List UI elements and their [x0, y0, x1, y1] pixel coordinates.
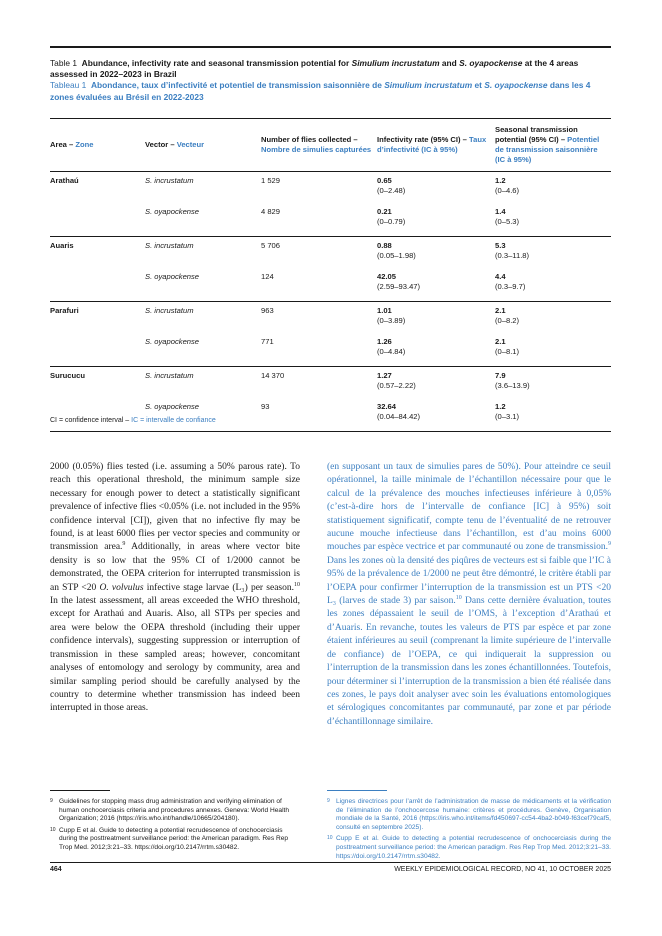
table-caption-fr — [50, 80, 611, 102]
caption-text: Abundance, infectivity rate and seasonal transmission potential for — [81, 58, 352, 68]
cell-rate — [377, 302, 495, 334]
body-text-segment: infective stage larvae (L₃) per season. — [143, 582, 294, 593]
table-caption-en — [50, 58, 611, 80]
stp-value: 2.1 — [495, 306, 506, 315]
stp-value: 1.2 — [495, 176, 506, 185]
footnote-number: 10 — [50, 826, 56, 833]
table-caption — [50, 58, 611, 103]
cell-rate — [377, 268, 495, 302]
footnote — [50, 798, 302, 824]
top-rule — [50, 46, 611, 48]
table-header-row — [50, 119, 611, 172]
cell-flies: 93 — [261, 398, 377, 432]
stp-value: 1.4 — [495, 207, 506, 216]
rate-value: 42.05 — [377, 272, 397, 281]
data-table — [50, 118, 611, 432]
cell-area: Parafuri — [50, 306, 79, 315]
rate-ci: (0.57–2.22) — [377, 381, 416, 390]
cell-vector: S. incrustatum — [145, 371, 194, 380]
footnote-rule-fr — [327, 790, 387, 791]
table-row — [50, 203, 611, 237]
running-footer: WEEKLY EPIDEMIOLOGICAL RECORD, NO 41, 10 OCTOBER 2025 — [394, 866, 611, 873]
header-en: Infectivity rate (95% CI) – — [377, 135, 467, 144]
footnote-number: 10 — [327, 835, 333, 842]
cell-flies: 4 829 — [261, 203, 377, 237]
body-text-fr — [327, 461, 611, 729]
cell-stp — [495, 203, 611, 237]
footnote-ref: 9 — [608, 541, 611, 548]
cell-stp — [495, 367, 611, 399]
table-note-fr: IC = intervalle de confiance — [131, 417, 216, 424]
footnotes-fr — [327, 798, 611, 864]
rate-ci: (0.05–1.98) — [377, 251, 416, 260]
footnote-text: Cupp E et al. Guide to detecting a potential recrudescence of onchocerciasis during the posttreatment surveillance period: the American paradigm. Res Rep Trop Med. 2012;3:21–33. https://doi.org/10.2147/rrtm.s30482. — [336, 835, 611, 860]
cell-vector: S. incrustatum — [145, 176, 194, 185]
header-en: Number of flies collected – — [261, 135, 358, 144]
table-row — [50, 302, 611, 334]
cell-vector: S. oyapockense — [145, 268, 261, 302]
cell-vector: S. incrustatum — [145, 241, 194, 250]
caption-text: and — [439, 58, 460, 68]
caption-text: et — [472, 80, 485, 91]
stp-ci: (0.3–11.8) — [495, 251, 530, 260]
stp-value: 7.9 — [495, 371, 506, 380]
cell-stp — [495, 237, 611, 269]
cell-flies: 5 706 — [261, 241, 281, 250]
stp-ci: (3.6–13.9) — [495, 381, 530, 390]
table-row — [50, 172, 611, 204]
rate-value: 0.88 — [377, 241, 392, 250]
table-label-fr: Tableau 1 — [50, 80, 87, 91]
stp-ci: (0.3–9.7) — [495, 282, 526, 291]
caption-text: dans les 4 zones évaluées au Brésil en 2022-2023 — [50, 80, 591, 102]
footnote — [327, 835, 611, 861]
header-vector — [145, 119, 261, 172]
rate-ci: (0–2.48) — [377, 186, 406, 195]
rate-value: 1.26 — [377, 337, 392, 346]
cell-area — [50, 268, 145, 302]
footnote-text: Lignes directrices pour l’arrêt de l’administration de masse de médicaments et la vérification de l’élimination de l’onchocercose humaine: critères et procédures. Genève, Organisation mondiale de la Santé, 2016 (https://iris.who.int/items/fd450697-cc54-4ba2-b049-f63cef79caf5, consulté en septembre 2025). — [336, 798, 611, 831]
header-fr: Nombre de simulies capturées — [261, 145, 372, 154]
stp-ci: (0–5.3) — [495, 217, 520, 226]
cell-area — [50, 333, 145, 367]
stp-ci: (0–8.2) — [495, 316, 520, 325]
table-row — [50, 333, 611, 367]
cell-flies: 771 — [261, 333, 377, 367]
header-flies — [261, 119, 377, 172]
rate-ci: (0–0.79) — [377, 217, 406, 226]
cell-vector: S. oyapockense — [145, 333, 261, 367]
body-text-segment: In the latest assessment, all areas exceeded the WHO threshold, except for Arathaú and Auaris. Also, all STPs per species and area were below the OEPA threshold (including their upper confidence intervals), suggesting suppression or interruption of transmission in these sampled areas; however, concomitant analyses of entomology and serology by community, area and similar sampling period should be carefully analysed by the country to determine whether transmission has indeed been interrupted in those areas. — [50, 596, 300, 714]
cell-area: Surucucu — [50, 371, 86, 380]
cell-rate — [377, 398, 495, 432]
rate-ci: (2.59–93.47) — [377, 282, 421, 291]
cell-rate — [377, 367, 495, 399]
table-row — [50, 367, 611, 399]
stp-value: 5.3 — [495, 241, 506, 250]
cell-stp — [495, 333, 611, 367]
cell-flies: 1 529 — [261, 176, 281, 185]
caption-text: at the 4 areas assessed in 2022–2023 in Brazil — [50, 58, 579, 80]
footnote-rule-en — [50, 790, 110, 791]
rate-value: 1.01 — [377, 306, 392, 315]
footnote-ref: 9 — [122, 541, 126, 548]
header-infectivity — [377, 119, 495, 172]
body-text-en — [50, 461, 300, 716]
table-row — [50, 398, 611, 432]
caption-species: Simulium incrustatum — [384, 80, 473, 91]
footnote-text: Cupp E et al. Guide to detecting a potential recrudescence of onchocerciasis during the posttreatment surveillance period: the American paradigm. Res Rep Trop Med. 2012;3:21–33. https://doi.org/10.2147/rrtm.s30482. — [59, 826, 289, 851]
body-text-segment: Dans les zones où la densité des piqûres de vecteurs est si faible que l’IC à 95% de la prévalence de 1/2000 ne peut être démontré, le critère établi par l’OEPA pour confirmer l’interruption de la transmission est un PTS <20 L₃ (larves de stade 3) par saison. — [327, 555, 611, 607]
body-text-segment: Additionally, in areas where vector bite density is so low that the 95% CI of 1/2000 cannot be demonstrated, the OEPA criterion for interrupted transmission is an STP <20 — [50, 542, 300, 593]
cell-vector: S. oyapockense — [145, 203, 261, 237]
table-label-en: Table 1 — [50, 58, 78, 68]
header-en: Seasonal transmission potential (95% CI) – — [495, 125, 578, 144]
header-fr: Vecteur — [176, 140, 205, 149]
footer-rule — [50, 862, 611, 863]
caption-species: Simulium incrustatum — [351, 58, 440, 68]
footnote-ref: 10 — [294, 581, 300, 588]
body-text-segment: (en supposant un taux de simulies pares de 50%). Pour atteindre ce seuil opérationnel, la taille minimale de l’échantillon nécessaire pour que le calcul de la prévalence des mouches infectieuses inférieure à 0,05% (c’est-à-dire hors de l’intervalle de confiance [IC] à 95%) soit statistiquement significatif, compte tenu de l’éventualité de ne retrouver aucune mouche infectieuse dans l’échantillon, est d’au moins 6000 mouches par espèce vectrice et par communauté ou zone de transmission. — [327, 462, 611, 553]
footnote-number: 9 — [327, 798, 330, 804]
body-text-segment: Dans cette dernière évaluation, toutes les zones dépassaient le seuil de l’OMS, à l’exception d’Arathaú et d’Auaris. En revanche, toutes les valeurs de PTS par espèce et par zone étaient inférieures au seuil (comprenant la limite supérieure de l’intervalle de confiance) de l’OEPA, ce qui indiquerait la suppression ou l’interruption de la transmission dans les zones échantillonnées. Toutefois, pour déterminer si l’interruption de la transmission a bien été réalisée dans ces zones, le pays doit analyser avec soin les évaluations entomologiques et sérologiques concomitantes par communauté, par zone et par période d’échantillonnage similaire. — [327, 596, 611, 727]
cell-area: Auaris — [50, 241, 74, 250]
cell-stp — [495, 398, 611, 432]
cell-vector: S. incrustatum — [145, 306, 194, 315]
stp-value: 2.1 — [495, 337, 506, 346]
footnote-ref: 10 — [455, 594, 462, 601]
stp-ci: (0–3.1) — [495, 412, 520, 421]
rate-value: 0.21 — [377, 207, 392, 216]
cell-rate — [377, 172, 495, 204]
table-note-en: CI = confidence interval – — [50, 417, 130, 424]
cell-area — [50, 398, 145, 432]
rate-ci: (0–3.89) — [377, 316, 406, 325]
table-row — [50, 268, 611, 302]
species-name: O. volvulus — [99, 582, 144, 593]
cell-rate — [377, 333, 495, 367]
rate-value: 32.64 — [377, 402, 397, 411]
page-number: 464 — [50, 866, 62, 873]
footnote-number: 9 — [50, 798, 53, 804]
header-area — [50, 119, 145, 172]
header-en: Vector – — [145, 140, 175, 149]
header-fr: Potentiel de transmission saisonnière (IC à 95%) — [495, 135, 600, 164]
stp-value: 1.2 — [495, 402, 506, 411]
body-text-segment: 2000 (0.05%) flies tested (i.e. assuming a 50% parous rate). To reach this operational threshold, the minimum sample size necessary for enough power to detect a statistically significant prevalence of infective flies <0.05% (i.e. not included in the 95% confidence interval [CI]), given that no infective fly may be found, is at least 6000 flies per vector species and community or transmission area. — [50, 462, 300, 553]
stp-value: 4.4 — [495, 272, 506, 281]
caption-species: S. oyapockense — [484, 80, 548, 91]
cell-area: Arathaú — [50, 176, 79, 185]
header-stp — [495, 119, 611, 172]
table-note — [50, 417, 216, 424]
stp-ci: (0–4.6) — [495, 186, 520, 195]
cell-rate — [377, 203, 495, 237]
rate-ci: (0.04–84.42) — [377, 412, 421, 421]
cell-rate — [377, 237, 495, 269]
cell-flies: 124 — [261, 268, 377, 302]
table-row — [50, 237, 611, 269]
footnote-text: Guidelines for stopping mass drug administration and verifying elimination of human onchocerciasis criteria and procedures annexes. Geneva: World Health Organization; 2016 (https://iris.who.int/handle/10665/204180). — [59, 798, 290, 823]
cell-stp — [495, 268, 611, 302]
footnote — [327, 798, 611, 832]
caption-species: S. oyapockense — [459, 58, 523, 68]
cell-area — [50, 203, 145, 237]
cell-flies: 963 — [261, 306, 274, 315]
rate-ci: (0–4.84) — [377, 347, 406, 356]
stp-ci: (0–8.1) — [495, 347, 520, 356]
cell-flies: 14 370 — [261, 371, 285, 380]
cell-stp — [495, 172, 611, 204]
rate-value: 0.65 — [377, 176, 392, 185]
cell-vector: S. oyapockense — [145, 398, 261, 432]
caption-text: Abondance, taux d’infectivité et potentiel de transmission saisonnière de — [90, 80, 385, 91]
header-fr: Zone — [75, 140, 94, 149]
header-fr: Taux d’infectivité (IC à 95%) — [377, 135, 487, 154]
footnote — [50, 827, 302, 853]
header-en: Area – — [50, 140, 74, 149]
footnotes-en — [50, 798, 302, 856]
cell-stp — [495, 302, 611, 334]
rate-value: 1.27 — [377, 371, 392, 380]
